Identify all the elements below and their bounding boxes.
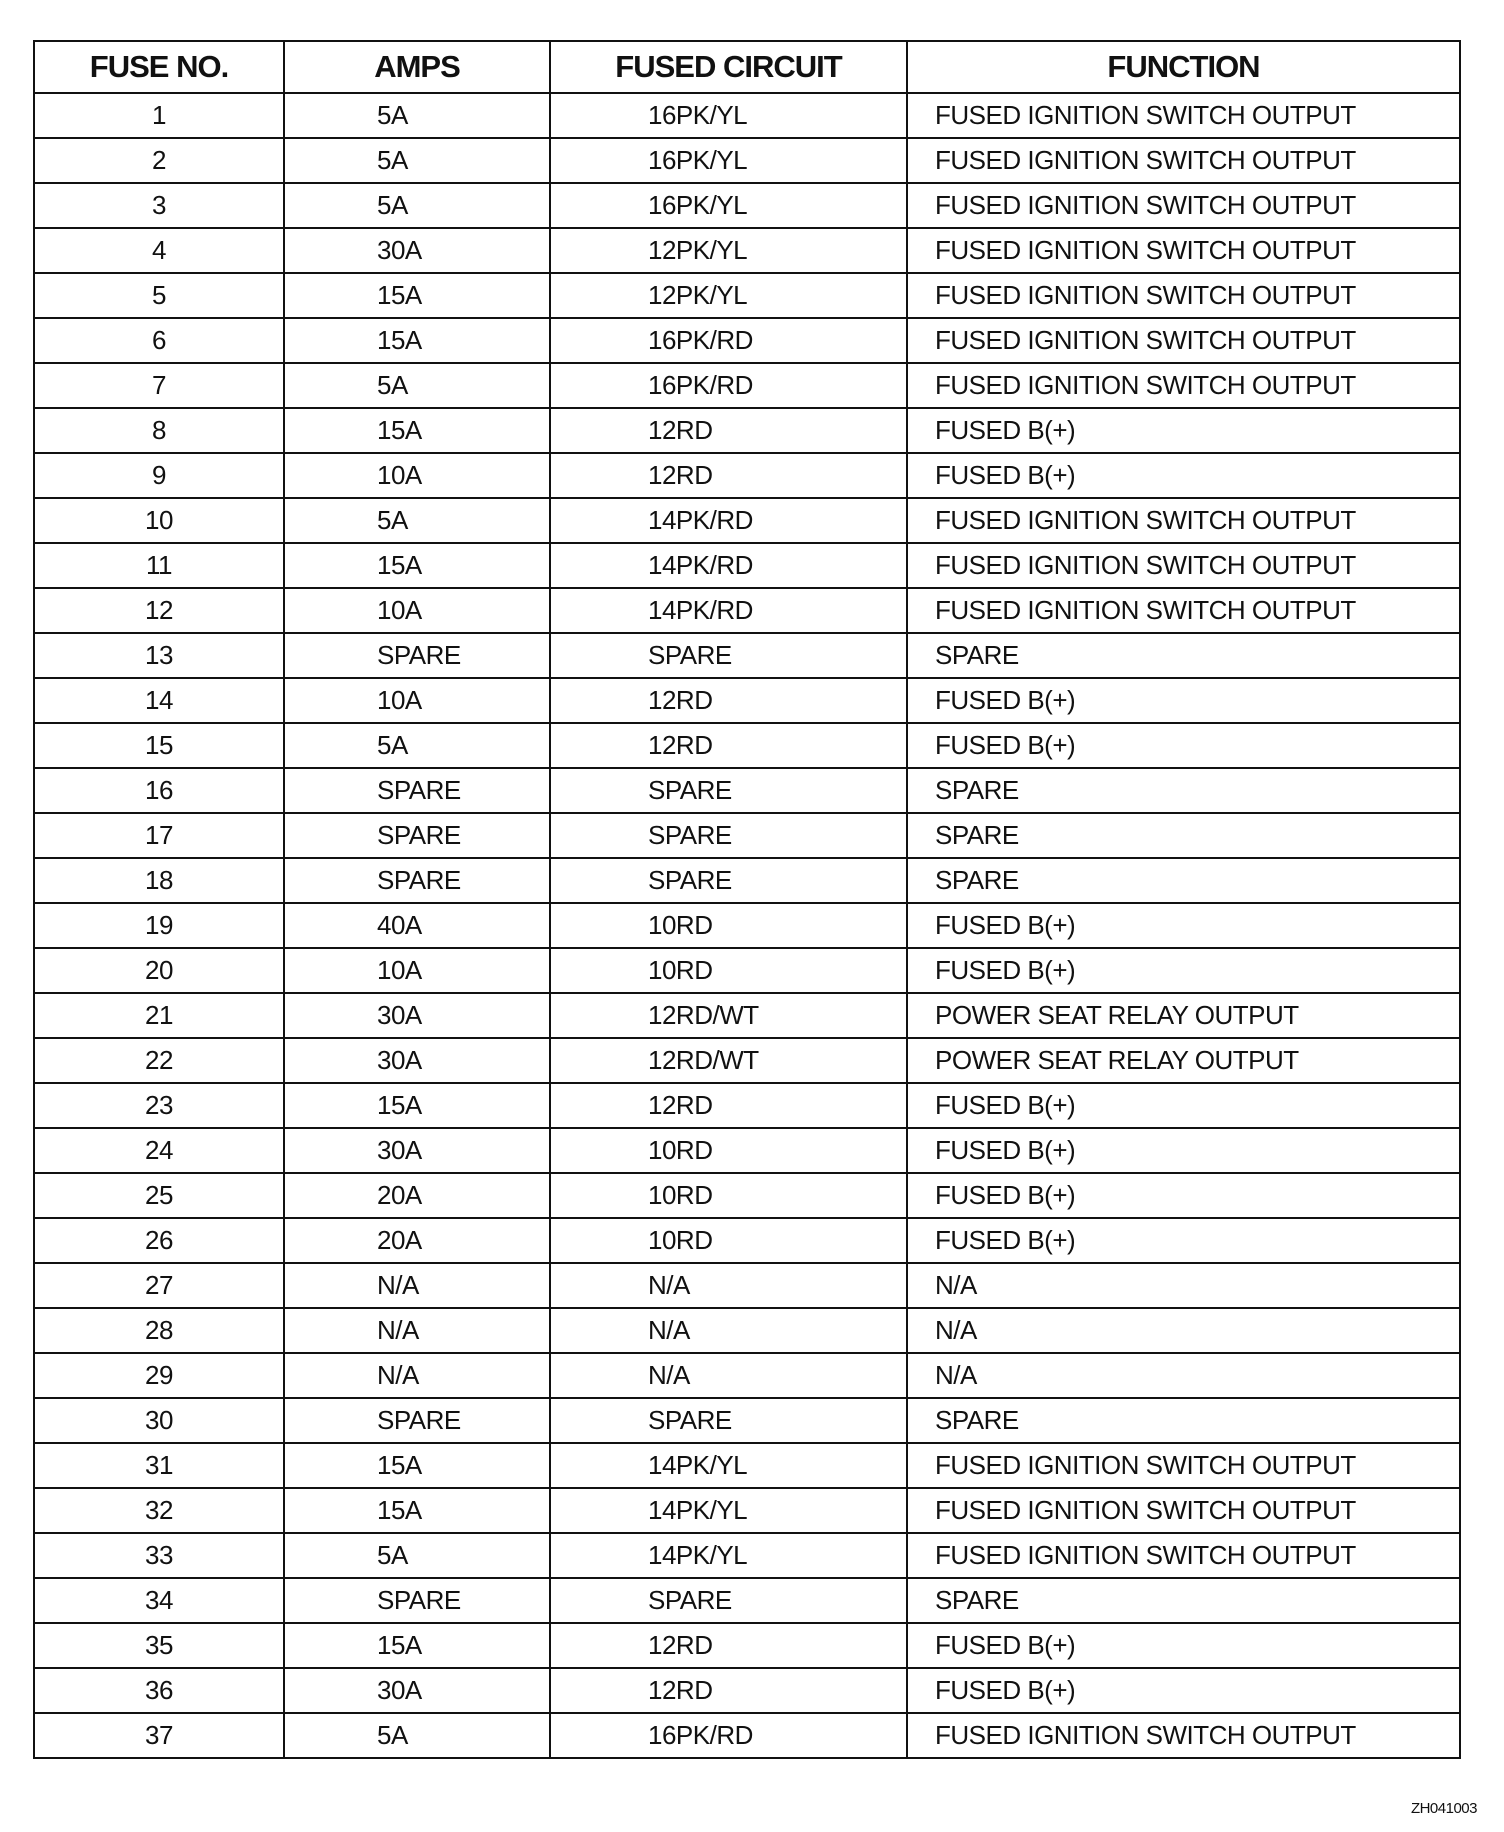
function-cell: FUSED B(+) <box>907 1128 1460 1173</box>
fused-circuit-cell: N/A <box>550 1353 907 1398</box>
fuse-number-cell: 31 <box>34 1443 284 1488</box>
fused-circuit-cell: 14PK/YL <box>550 1443 907 1488</box>
amps-cell: 5A <box>284 498 550 543</box>
fuse-number-cell: 32 <box>34 1488 284 1533</box>
fuse-number-cell: 21 <box>34 993 284 1038</box>
fuse-number-cell: 28 <box>34 1308 284 1353</box>
fuse-number-cell: 25 <box>34 1173 284 1218</box>
fused-circuit-cell: 16PK/YL <box>550 138 907 183</box>
fuse-number-cell: 29 <box>34 1353 284 1398</box>
amps-cell: SPARE <box>284 813 550 858</box>
fused-circuit-cell: 10RD <box>550 903 907 948</box>
fuse-number-cell: 26 <box>34 1218 284 1263</box>
amps-cell: N/A <box>284 1353 550 1398</box>
function-cell: FUSED IGNITION SWITCH OUTPUT <box>907 183 1460 228</box>
function-cell: N/A <box>907 1308 1460 1353</box>
table-row <box>34 1308 1460 1353</box>
fused-circuit-cell: 12RD <box>550 408 907 453</box>
fused-circuit-cell: 14PK/RD <box>550 543 907 588</box>
fuse-number-cell: 24 <box>34 1128 284 1173</box>
fused-circuit-cell: 10RD <box>550 948 907 993</box>
function-cell: FUSED IGNITION SWITCH OUTPUT <box>907 318 1460 363</box>
function-cell: FUSED IGNITION SWITCH OUTPUT <box>907 138 1460 183</box>
fuse-number-cell: 2 <box>34 138 284 183</box>
amps-cell: 5A <box>284 363 550 408</box>
table-row <box>34 1533 1460 1578</box>
function-cell: FUSED IGNITION SWITCH OUTPUT <box>907 1488 1460 1533</box>
fused-circuit-cell: SPARE <box>550 1398 907 1443</box>
fuse-number-cell: 18 <box>34 858 284 903</box>
amps-cell: 30A <box>284 228 550 273</box>
table-row <box>34 1173 1460 1218</box>
function-cell: FUSED B(+) <box>907 1218 1460 1263</box>
fuse-number-cell: 30 <box>34 1398 284 1443</box>
amps-cell: 5A <box>284 138 550 183</box>
function-cell: FUSED B(+) <box>907 453 1460 498</box>
fuse-number-cell: 16 <box>34 768 284 813</box>
function-cell: FUSED IGNITION SWITCH OUTPUT <box>907 363 1460 408</box>
fuse-number-cell: 22 <box>34 1038 284 1083</box>
function-cell: SPARE <box>907 768 1460 813</box>
function-cell: SPARE <box>907 813 1460 858</box>
fused-circuit-cell: 14PK/YL <box>550 1533 907 1578</box>
fused-circuit-cell: 16PK/YL <box>550 183 907 228</box>
amps-cell: 5A <box>284 723 550 768</box>
amps-cell: 30A <box>284 1668 550 1713</box>
fused-circuit-cell: 12RD/WT <box>550 993 907 1038</box>
amps-cell: 10A <box>284 678 550 723</box>
fuse-number-cell: 35 <box>34 1623 284 1668</box>
function-cell: POWER SEAT RELAY OUTPUT <box>907 993 1460 1038</box>
amps-cell: 15A <box>284 318 550 363</box>
fused-circuit-cell: 16PK/YL <box>550 93 907 138</box>
table-header <box>34 41 1460 93</box>
table-row <box>34 93 1460 138</box>
fuse-number-cell: 23 <box>34 1083 284 1128</box>
fused-circuit-cell: 14PK/YL <box>550 1488 907 1533</box>
table-row <box>34 1083 1460 1128</box>
amps-cell: 15A <box>284 1623 550 1668</box>
function-cell: FUSED B(+) <box>907 678 1460 723</box>
fused-circuit-cell: 12RD <box>550 678 907 723</box>
fuse-number-cell: 9 <box>34 453 284 498</box>
fuse-number-cell: 10 <box>34 498 284 543</box>
table-row <box>34 903 1460 948</box>
fuse-number-cell: 34 <box>34 1578 284 1623</box>
amps-cell: 30A <box>284 1128 550 1173</box>
amps-cell: 30A <box>284 1038 550 1083</box>
amps-cell: N/A <box>284 1308 550 1353</box>
document-code: ZH041003 <box>1410 1800 1477 1817</box>
amps-cell: 5A <box>284 183 550 228</box>
table-row <box>34 1623 1460 1668</box>
fused-circuit-cell: SPARE <box>550 858 907 903</box>
table-row <box>34 1038 1460 1083</box>
table-row <box>34 543 1460 588</box>
fuse-number-cell: 3 <box>34 183 284 228</box>
fuse-number-cell: 36 <box>34 1668 284 1713</box>
amps-cell: SPARE <box>284 1578 550 1623</box>
table-row <box>34 1578 1460 1623</box>
header-fuse-no: FUSE NO. <box>34 41 284 93</box>
fuse-number-cell: 6 <box>34 318 284 363</box>
fuse-number-cell: 12 <box>34 588 284 633</box>
fused-circuit-cell: N/A <box>550 1308 907 1353</box>
function-cell: POWER SEAT RELAY OUTPUT <box>907 1038 1460 1083</box>
amps-cell: 15A <box>284 408 550 453</box>
function-cell: N/A <box>907 1353 1460 1398</box>
amps-cell: SPARE <box>284 768 550 813</box>
fused-circuit-cell: 16PK/RD <box>550 1713 907 1758</box>
function-cell: FUSED IGNITION SWITCH OUTPUT <box>907 498 1460 543</box>
function-cell: FUSED IGNITION SWITCH OUTPUT <box>907 1713 1460 1758</box>
table-row <box>34 138 1460 183</box>
function-cell: SPARE <box>907 633 1460 678</box>
amps-cell: 10A <box>284 588 550 633</box>
table-row <box>34 408 1460 453</box>
amps-cell: SPARE <box>284 858 550 903</box>
amps-cell: 15A <box>284 273 550 318</box>
amps-cell: N/A <box>284 1263 550 1308</box>
function-cell: FUSED B(+) <box>907 408 1460 453</box>
amps-cell: 20A <box>284 1173 550 1218</box>
table-row <box>34 858 1460 903</box>
fused-circuit-cell: 12RD <box>550 723 907 768</box>
function-cell: FUSED B(+) <box>907 723 1460 768</box>
amps-cell: 20A <box>284 1218 550 1263</box>
table-row <box>34 228 1460 273</box>
fused-circuit-cell: 12RD <box>550 1668 907 1713</box>
amps-cell: 10A <box>284 948 550 993</box>
amps-cell: 5A <box>284 1533 550 1578</box>
table-row <box>34 678 1460 723</box>
table-row <box>34 813 1460 858</box>
table-row <box>34 1128 1460 1173</box>
function-cell: SPARE <box>907 1398 1460 1443</box>
table-row <box>34 993 1460 1038</box>
fuse-number-cell: 5 <box>34 273 284 318</box>
function-cell: FUSED IGNITION SWITCH OUTPUT <box>907 273 1460 318</box>
fuse-number-cell: 17 <box>34 813 284 858</box>
table-row <box>34 318 1460 363</box>
function-cell: FUSED IGNITION SWITCH OUTPUT <box>907 1533 1460 1578</box>
fuse-number-cell: 7 <box>34 363 284 408</box>
table-row <box>34 1443 1460 1488</box>
fuse-number-cell: 33 <box>34 1533 284 1578</box>
function-cell: FUSED IGNITION SWITCH OUTPUT <box>907 543 1460 588</box>
amps-cell: 15A <box>284 1083 550 1128</box>
amps-cell: 30A <box>284 993 550 1038</box>
function-cell: SPARE <box>907 1578 1460 1623</box>
function-cell: FUSED IGNITION SWITCH OUTPUT <box>907 588 1460 633</box>
table-row <box>34 768 1460 813</box>
table-row <box>34 273 1460 318</box>
fused-circuit-cell: SPARE <box>550 633 907 678</box>
table-row <box>34 588 1460 633</box>
table-row <box>34 183 1460 228</box>
table-row <box>34 1713 1460 1758</box>
function-cell: FUSED IGNITION SWITCH OUTPUT <box>907 228 1460 273</box>
amps-cell: 15A <box>284 543 550 588</box>
function-cell: FUSED B(+) <box>907 1668 1460 1713</box>
fused-circuit-cell: 12RD <box>550 1083 907 1128</box>
function-cell: N/A <box>907 1263 1460 1308</box>
fused-circuit-cell: 12PK/YL <box>550 228 907 273</box>
fuse-number-cell: 14 <box>34 678 284 723</box>
table-row <box>34 948 1460 993</box>
fuse-number-cell: 27 <box>34 1263 284 1308</box>
amps-cell: 15A <box>284 1443 550 1488</box>
fuse-number-cell: 4 <box>34 228 284 273</box>
function-cell: SPARE <box>907 858 1460 903</box>
header-row <box>34 41 1460 93</box>
table-row <box>34 1668 1460 1713</box>
amps-cell: 15A <box>284 1488 550 1533</box>
fused-circuit-cell: N/A <box>550 1263 907 1308</box>
fuse-number-cell: 8 <box>34 408 284 453</box>
function-cell: FUSED IGNITION SWITCH OUTPUT <box>907 1443 1460 1488</box>
table-row <box>34 633 1460 678</box>
function-cell: FUSED B(+) <box>907 948 1460 993</box>
header-fused-circuit: FUSED CIRCUIT <box>550 41 907 93</box>
fused-circuit-cell: 14PK/RD <box>550 498 907 543</box>
function-cell: FUSED B(+) <box>907 1083 1460 1128</box>
fuse-number-cell: 15 <box>34 723 284 768</box>
fused-circuit-cell: SPARE <box>550 768 907 813</box>
fused-circuit-cell: 16PK/RD <box>550 363 907 408</box>
amps-cell: 10A <box>284 453 550 498</box>
amps-cell: 40A <box>284 903 550 948</box>
header-amps: AMPS <box>284 41 550 93</box>
function-cell: FUSED IGNITION SWITCH OUTPUT <box>907 93 1460 138</box>
fused-circuit-cell: 12RD/WT <box>550 1038 907 1083</box>
function-cell: FUSED B(+) <box>907 1173 1460 1218</box>
function-cell: FUSED B(+) <box>907 1623 1460 1668</box>
fused-circuit-cell: 12PK/YL <box>550 273 907 318</box>
amps-cell: SPARE <box>284 633 550 678</box>
table-row <box>34 1398 1460 1443</box>
fused-circuit-cell: 10RD <box>550 1128 907 1173</box>
header-function: FUNCTION <box>907 41 1460 93</box>
fuse-number-cell: 11 <box>34 543 284 588</box>
amps-cell: 5A <box>284 1713 550 1758</box>
table-row <box>34 1263 1460 1308</box>
fused-circuit-cell: SPARE <box>550 813 907 858</box>
table-row <box>34 498 1460 543</box>
table-row <box>34 363 1460 408</box>
table-row <box>34 453 1460 498</box>
function-cell: FUSED B(+) <box>907 903 1460 948</box>
table-row <box>34 1353 1460 1398</box>
fused-circuit-cell: 14PK/RD <box>550 588 907 633</box>
fuse-number-cell: 37 <box>34 1713 284 1758</box>
fused-circuit-cell: 12RD <box>550 453 907 498</box>
table-row <box>34 1218 1460 1263</box>
fuse-table <box>33 40 1461 1759</box>
table-row <box>34 723 1460 768</box>
amps-cell: SPARE <box>284 1398 550 1443</box>
fuse-number-cell: 1 <box>34 93 284 138</box>
table-body <box>34 93 1460 1758</box>
fuse-number-cell: 19 <box>34 903 284 948</box>
fused-circuit-cell: 10RD <box>550 1173 907 1218</box>
table-row <box>34 1488 1460 1533</box>
fuse-number-cell: 13 <box>34 633 284 678</box>
fused-circuit-cell: 10RD <box>550 1218 907 1263</box>
amps-cell: 5A <box>284 93 550 138</box>
fuse-number-cell: 20 <box>34 948 284 993</box>
fused-circuit-cell: SPARE <box>550 1578 907 1623</box>
fused-circuit-cell: 16PK/RD <box>550 318 907 363</box>
fused-circuit-cell: 12RD <box>550 1623 907 1668</box>
